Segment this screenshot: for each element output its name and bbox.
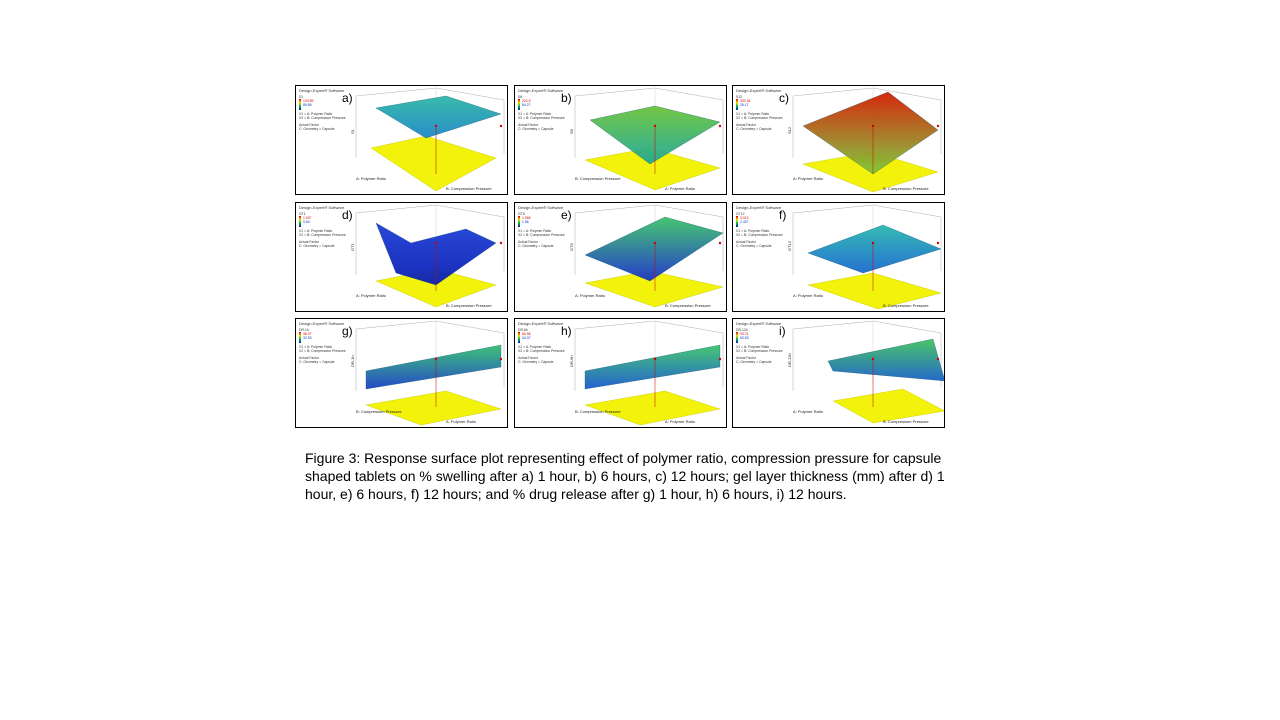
factor-x1: X1 = A: Polymer Ratio [299,229,333,234]
factor-x2: X2 = B: Compression Pressure [736,349,783,354]
response-name: DR-12h [736,328,748,332]
left-axis-label: B: Compression Pressure [356,409,402,414]
z-axis-label: S1 [350,129,355,134]
design-point [719,125,721,127]
actual-factor-title: Actual Factor [299,122,319,127]
right-axis-label: B: Compression Pressure [446,303,492,308]
factor-x2: X2 = B: Compression Pressure [736,233,783,238]
actual-factor-value: C: Geometry = Capsule [299,243,335,248]
response-name: GT6 [518,212,525,216]
panel-label: i) [779,324,786,338]
legend-high: 1.037 [303,216,312,221]
legend-high: 93.74 [740,332,749,337]
legend-high: 38.37 [303,332,312,337]
response-name: S12 [736,95,743,99]
panel-label: g) [342,324,353,338]
design-point [435,125,437,127]
z-axis-label: GT6 [569,243,574,251]
response-surface [376,96,501,138]
factor-x2: X2 = B: Compression Pressure [299,233,346,238]
legend [736,212,796,248]
legend-high: 333.34 [740,99,751,104]
factor-x2: X2 = B: Compression Pressure [736,116,783,121]
response-surface-panel [295,85,508,195]
actual-factor-title: Actual Factor [518,355,538,360]
response-name: S6 [518,95,523,99]
legend-high: 1.966 [522,216,531,221]
actual-factor-title: Actual Factor [736,239,756,244]
panel-label: f) [779,208,787,222]
software-name: Design-Expert® Software [736,205,782,210]
figure-grid [295,85,958,423]
left-axis-label: A: Polymer Ratio [793,176,824,181]
actual-factor-value: C: Geometry = Capsule [736,359,772,364]
factor-x1: X1 = A: Polymer Ratio [518,345,552,350]
panel-label: h) [561,324,572,338]
software-name: Design-Expert® Software [518,205,564,210]
factor-x1: X1 = A: Polymer Ratio [736,345,770,350]
z-axis-label: GT1 [350,243,355,251]
legend-low: 26.17 [740,103,749,108]
actual-factor-value: C: Geometry = Capsule [736,243,772,248]
actual-factor-value: C: Geometry = Capsule [518,359,554,364]
design-point [500,242,502,244]
response-surface-panel [514,202,727,312]
actual-factor-title: Actual Factor [299,239,319,244]
panel-label: e) [561,208,572,222]
color-scale [736,99,738,110]
actual-factor-value: C: Geometry = Capsule [736,126,772,131]
factor-x2: X2 = B: Compression Pressure [299,116,346,121]
z-axis-label: DR-12h [787,353,792,367]
actual-factor-value: C: Geometry = Capsule [518,243,554,248]
design-point [719,358,721,360]
design-point [719,242,721,244]
z-axis-label: GT12 [787,240,792,251]
left-axis-label: A: Polymer Ratio [793,293,824,298]
actual-factor-value: C: Geometry = Capsule [299,359,335,364]
z-axis-label: S12 [787,126,792,134]
response-surface-panel [732,202,945,312]
right-axis-label: B: Compression Pressure [883,303,929,308]
response-name: GT12 [736,212,745,216]
panel-label: d) [342,208,353,222]
color-scale [299,332,301,343]
factor-x1: X1 = A: Polymer Ratio [736,112,770,117]
response-surface [828,339,945,381]
legend-low: 2.427 [740,220,749,225]
legend-low: 89.89 [303,103,312,108]
color-scale [736,216,738,227]
legend-high: 222.5 [522,99,531,104]
design-point [500,125,502,127]
factor-x1: X1 = A: Polymer Ratio [736,229,770,234]
legend-low: 0.64 [303,220,310,225]
legend-low: 63.63 [740,336,749,341]
software-name: Design-Expert® Software [299,321,345,326]
factor-x1: X1 = A: Polymer Ratio [518,112,552,117]
factor-x2: X2 = B: Compression Pressure [518,233,565,238]
response-surface-panel [514,318,727,428]
response-surface [585,217,723,281]
response-surface-panel [514,85,727,195]
actual-factor-value: C: Geometry = Capsule [518,126,554,131]
color-scale [518,332,520,343]
response-name: DR-1h [299,328,309,332]
z-axis-label: DR-6h [569,355,574,367]
software-name: Design-Expert® Software [299,88,345,93]
response-surface [585,345,720,389]
factor-x2: X2 = B: Compression Pressure [518,349,565,354]
right-axis-label: B: Compression Pressure [446,186,492,191]
legend-high: 3.013 [740,216,749,221]
actual-factor-title: Actual Factor [518,122,538,127]
software-name: Design-Expert® Software [518,88,564,93]
design-point [872,358,874,360]
color-scale [736,332,738,343]
floor-plane [585,391,720,425]
legend-low: 1.56 [522,220,529,225]
right-axis-label: B: Compression Pressure [665,303,711,308]
response-surface-panel [732,318,945,428]
software-name: Design-Expert® Software [736,321,782,326]
factor-x1: X1 = A: Polymer Ratio [299,112,333,117]
response-surface-panel [295,318,508,428]
design-point [872,125,874,127]
panel-label: c) [779,91,789,105]
color-scale [299,216,301,227]
factor-x2: X2 = B: Compression Pressure [518,116,565,121]
response-surface-panel [295,202,508,312]
floor-plane [371,136,496,191]
left-axis-label: A: Polymer Ratio [575,293,606,298]
actual-factor-title: Actual Factor [736,355,756,360]
design-point [937,125,939,127]
actual-factor-title: Actual Factor [518,239,538,244]
design-point [435,242,437,244]
design-point [872,242,874,244]
design-point [500,358,502,360]
factor-x1: X1 = A: Polymer Ratio [299,345,333,350]
design-point [937,358,939,360]
actual-factor-title: Actual Factor [736,122,756,127]
figure-caption: Figure 3: Response surface plot representing effect of polymer ratio, compression pressure for capsule shaped tablets on % swelling after a) 1 hour, b) 6 hours, c) 12 hours; gel layer thickness (mm) after d) 1 hour, e) 6 hours, f) 12 hours; and % drug release after g) 1 hour, h) 6 hours, i) 12 hours. [305,450,945,502]
left-axis-label: A: Polymer Ratio [793,409,824,414]
design-point [654,358,656,360]
legend-high: 133.89 [303,99,314,104]
design-point [654,242,656,244]
legend-low: 84.27 [522,103,531,108]
response-surface [808,225,941,273]
legend-high: 60.58 [522,332,531,337]
right-axis-label: B: Compression Pressure [883,419,929,424]
color-scale [518,99,520,110]
z-axis-label: S6 [569,129,574,134]
software-name: Design-Expert® Software [299,205,345,210]
response-name: DR-6h [518,328,528,332]
software-name: Design-Expert® Software [736,88,782,93]
response-surface-panel [732,85,945,195]
response-name: GT1 [299,212,306,216]
right-axis-label: B: Compression Pressure [883,186,929,191]
color-scale [518,216,520,227]
color-scale [299,99,301,110]
right-axis-label: A: Polymer Ratio [446,419,477,424]
actual-factor-value: C: Geometry = Capsule [299,126,335,131]
legend [736,328,796,364]
response-name: S1 [299,95,304,99]
design-point [937,242,939,244]
factor-x1: X1 = A: Polymer Ratio [518,229,552,234]
actual-factor-title: Actual Factor [299,355,319,360]
left-axis-label: B: Compression Pressure [575,409,621,414]
left-axis-label: A: Polymer Ratio [356,293,387,298]
z-axis-label: DR-1h [350,355,355,367]
left-axis-label: B: Compression Pressure [575,176,621,181]
panel-label: a) [342,91,353,105]
left-axis-label: A: Polymer Ratio [356,176,387,181]
factor-x2: X2 = B: Compression Pressure [299,349,346,354]
legend-low: 32.53 [303,336,312,341]
floor-plane [366,391,501,425]
response-surface [366,345,501,389]
legend-low: 44.07 [522,336,531,341]
right-axis-label: A: Polymer Ratio [665,419,696,424]
right-axis-label: A: Polymer Ratio [665,186,696,191]
design-point [654,125,656,127]
software-name: Design-Expert® Software [518,321,564,326]
panel-label: b) [561,91,572,105]
floor-plane [833,389,945,423]
design-point [435,358,437,360]
